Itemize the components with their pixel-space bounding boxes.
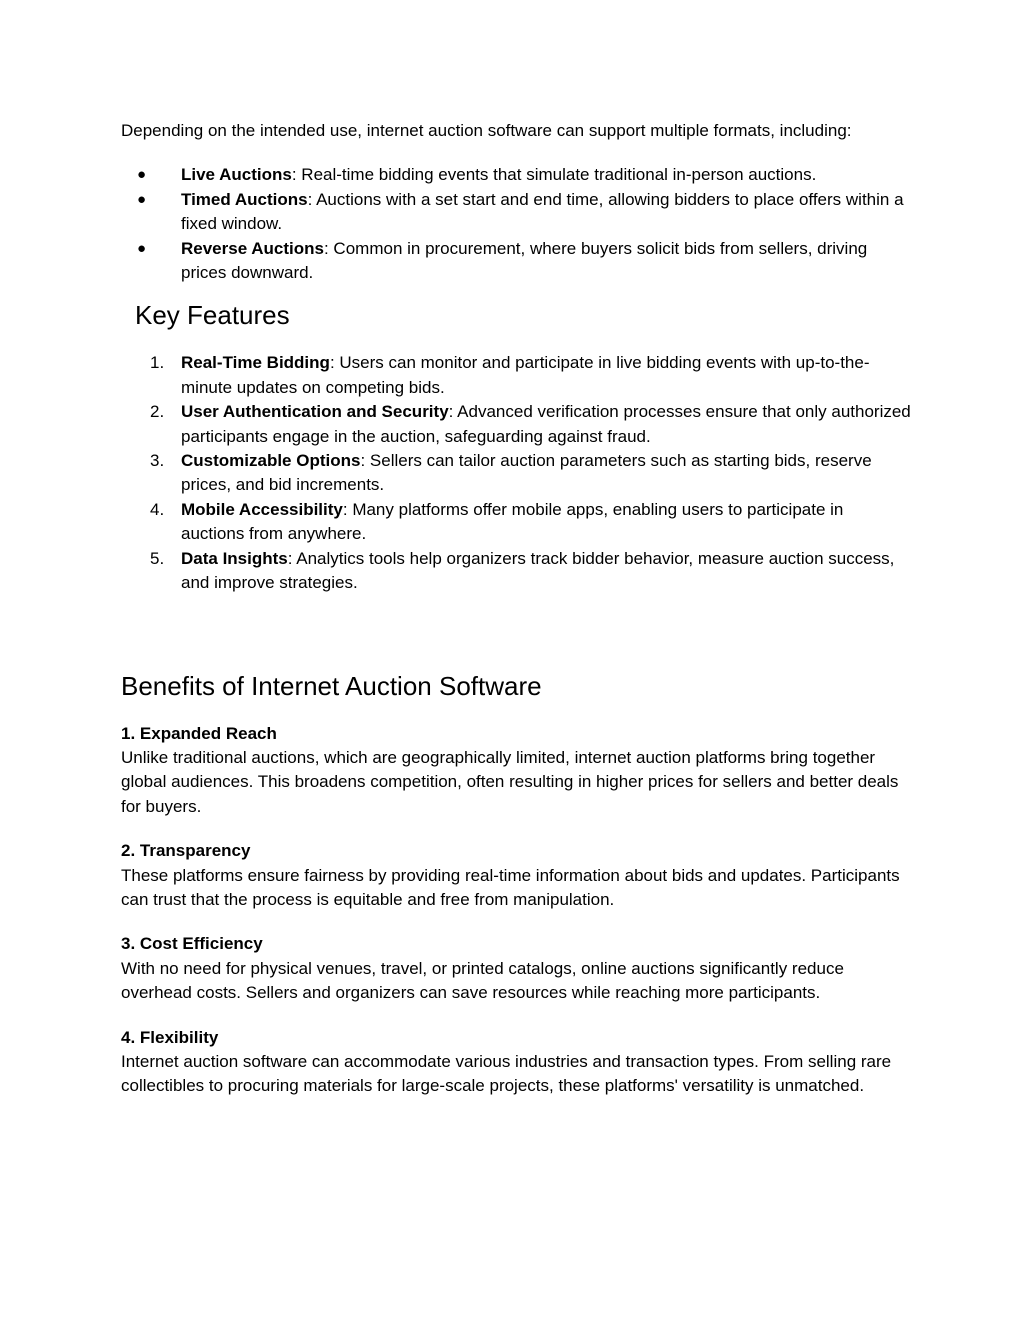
benefit-cost-efficiency (121, 932, 911, 1005)
feature-title: User Authentication and Security (181, 402, 449, 422)
list-item-timed-auctions (121, 188, 911, 237)
benefit-title: 1. Expanded Reach (121, 723, 277, 743)
intro-paragraph: Depending on the intended use, internet auction software can support multiple formats, including: (121, 121, 852, 140)
benefit-transparency (121, 839, 911, 912)
benefit-text: Unlike traditional auctions, which are geographically limited, internet auction platforms bring together global audiences. This broadens competition, often resulting in higher prices for sellers and better deals for buyers. (121, 747, 899, 816)
list-number: 5. (150, 548, 165, 568)
format-text: : Real-time bidding events that simulate traditional in-person auctions. (291, 165, 817, 185)
feature-title: Customizable Options (181, 451, 361, 471)
auction-formats-list (121, 163, 911, 285)
format-text: : Auctions with a set start and end time, allowing bidders to place offers within a fixed window. (181, 189, 904, 234)
benefit-expanded-reach (121, 722, 911, 820)
key-features-list (121, 351, 911, 595)
feature-item-mobile-accessibility (121, 498, 911, 547)
bullet-icon: ● (137, 239, 147, 257)
format-text: : Common in procurement, where buyers solicit bids from sellers, driving prices downward. (181, 238, 868, 283)
list-item-reverse-auctions (121, 237, 911, 286)
feature-text: : Sellers can tailor auction parameters such as starting bids, reserve prices, and bid increments. (181, 451, 872, 495)
feature-text: : Users can monitor and participate in live bidding events with up-to-the-minute updates on competing bids. (181, 353, 870, 397)
benefit-title: 3. Cost Efficiency (121, 934, 263, 954)
bullet-icon: ● (137, 166, 147, 184)
benefit-text: These platforms ensure fairness by providing real-time information about bids and updates. Participants can trust that the process is equitable and free from manipulation. (121, 865, 900, 909)
benefit-text: With no need for physical venues, travel, or printed catalogs, online auctions significantly reduce overhead costs. Sellers and organizers can save resources while reaching more participants. (121, 958, 844, 1003)
feature-item-data-insights (121, 547, 911, 596)
feature-title: Mobile Accessibility (181, 499, 343, 519)
feature-text: : Analytics tools help organizers track bidder behavior, measure auction success, and improve strategies. (181, 548, 895, 593)
feature-text: : Many platforms offer mobile apps, enabling users to participate in auctions from anywhere. (181, 499, 844, 544)
feature-item-customizable-options (121, 449, 911, 498)
list-number: 4. (150, 499, 165, 519)
feature-item-authentication (121, 400, 911, 449)
document-page (121, 119, 911, 1119)
format-title: Reverse Auctions (181, 238, 324, 258)
benefit-title: 2. Transparency (121, 841, 251, 861)
list-number: 3. (150, 451, 165, 471)
benefit-title: 4. Flexibility (121, 1027, 219, 1047)
format-title: Live Auctions (181, 165, 292, 185)
feature-text: : Advanced verification processes ensure that only authorized participants engage in the auction, safeguarding against fraud. (181, 402, 911, 446)
list-number: 1. (150, 353, 165, 373)
benefits-heading: Benefits of Internet Auction Software (121, 670, 542, 701)
format-title: Timed Auctions (181, 189, 308, 209)
list-item-live-auctions (121, 163, 911, 187)
key-features-heading: Key Features (135, 300, 290, 331)
feature-title: Real-Time Bidding (181, 353, 330, 373)
benefit-flexibility (121, 1026, 911, 1099)
feature-item-real-time-bidding (121, 351, 911, 400)
bullet-icon: ● (137, 190, 147, 208)
list-number: 2. (150, 402, 165, 422)
benefit-text: Internet auction software can accommodate various industries and transaction types. From selling rare collectibles to procuring materials for large-scale projects, these platforms' versatility is unmatched. (121, 1051, 892, 1096)
feature-title: Data Insights (181, 548, 288, 568)
